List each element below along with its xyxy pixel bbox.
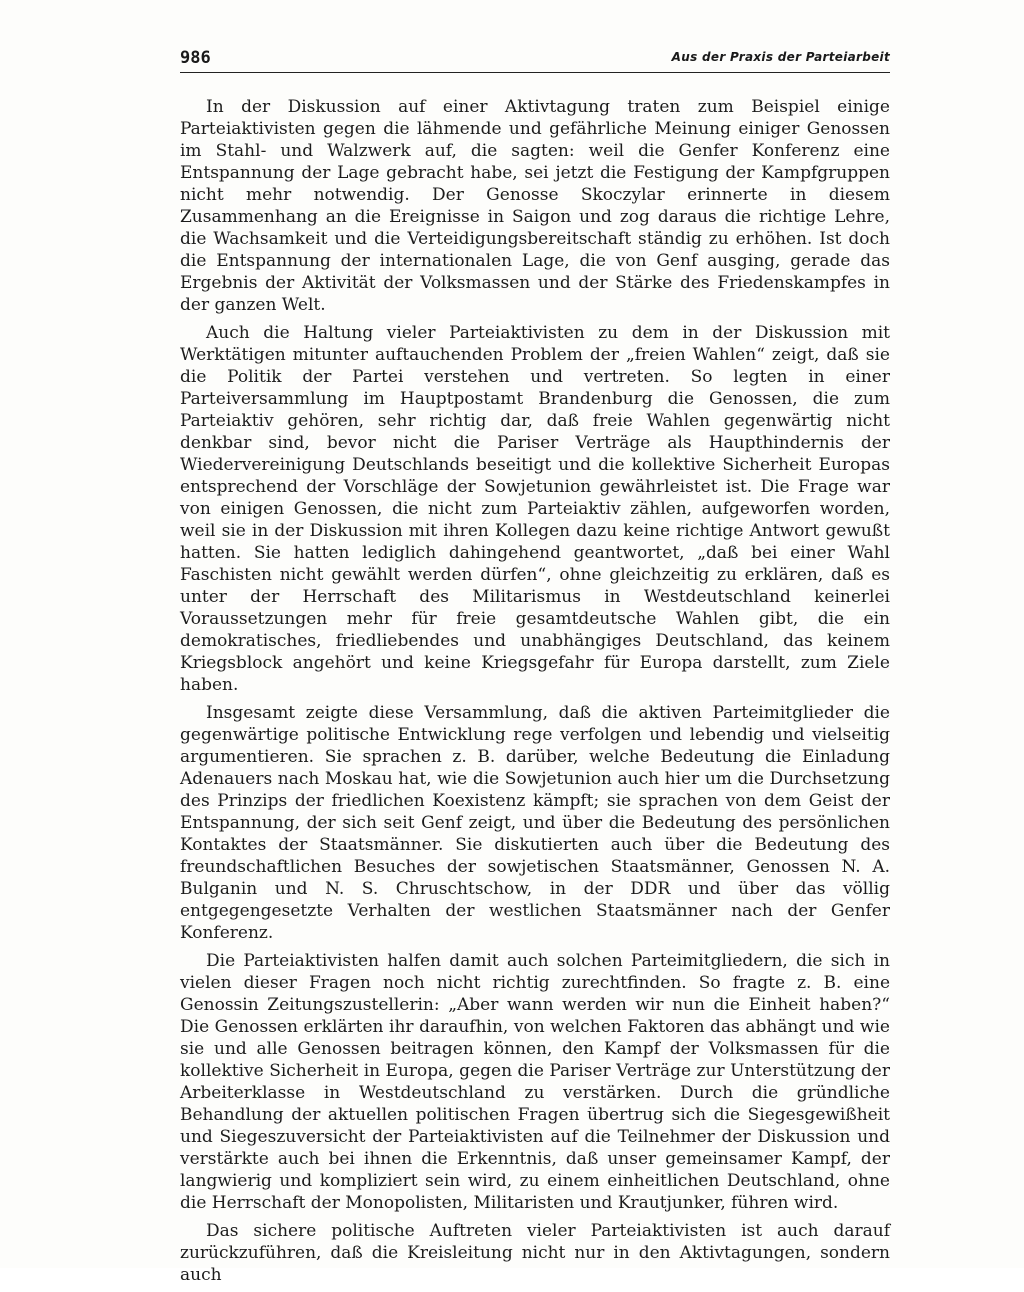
page-header [180, 46, 890, 73]
paragraph-2: Auch die Haltung vieler Parteiaktivisten zu dem in der Diskussion mit Werktätigen mitunter auftauchenden Problem der „freien Wahlen“ zeigt, daß sie die Politik der Partei verstehen und vertreten. So legten in einer Parteiversammlung im Hauptpostamt Brandenburg die Genossen, die zum Parteiaktiv gehören, sehr richtig dar, daß freie Wahlen gegenwärtig nicht denkbar sind, bevor nicht die Pariser Verträge als Haupthindernis der Wiedervereinigung Deutschlands beseitigt und die kollektive Sicherheit Europas entsprechend der Vorschläge der Sowjetunion gewährleistet ist. Die Frage war von einigen Genossen, die nicht zum Parteiaktiv zählen, aufgeworfen worden, weil sie in der Diskussion mit ihren Kollegen dazu keine richtige Antwort gewußt hatten. Sie hatten lediglich dahingehend geantwortet, „daß bei einer Wahl Faschisten nicht gewählt werden dürfen“, ohne gleichzeitig zu erklären, daß es unter der Herrschaft des Militarismus in Westdeutschland keinerlei Voraussetzungen mehr für freie gesamtdeutsche Wahlen gibt, die ein demokratisches, friedliebendes und unabhängiges Deutschland, das keinem Kriegsblock angehört und keine Kriegsgefahr für Europa darstellt, zum Ziele haben. [180, 323, 890, 695]
paragraph-3: Insgesamt zeigte diese Versammlung, daß die aktiven Parteimitglieder die gegenwärtige politische Entwicklung rege verfolgen und lebendig und vielseitig argumentieren. Sie sprachen z. B. darüber, welche Bedeutung die Einladung Adenauers nach Moskau hat, wie die Sowjetunion auch hier um die Durchsetzung des Prinzips der friedlichen Koexistenz kämpft; sie sprachen von dem Geist der Entspannung, der sich seit Genf zeigt, und über die Bedeutung des persönlichen Kontaktes der Staatsmänner. Sie diskutierten auch über die Bedeutung des freundschaftlichen Besuches der sowjetischen Staatsmänner, Genossen N. A. Bulganin und N. S. Chruschtschow, in der DDR und über das völlig entgegengesetzte Verhalten der westlichen Staatsmänner nach der Genfer Konferenz. [180, 703, 890, 943]
paragraph-5: Das sichere politische Auftreten vieler Parteiaktivisten ist auch darauf zurückzuführen, daß die Kreisleitung nicht nur in den Aktivtagungen, sondern auch [180, 1221, 890, 1285]
page-number: 986 [180, 48, 211, 68]
body-text [180, 96, 890, 1292]
paragraph-4: Die Parteiaktivisten halfen damit auch solchen Parteimitgliedern, die sich in vielen dieser Fragen noch nicht richtig zurechtfinden. So fragte z. B. eine Genossin Zeitungszustellerin: „Aber wann werden wir nun die Einheit haben?“ Die Genossen erklärten ihr daraufhin, von welchen Faktoren das abhängt und wie sie und alle Genossen beitragen können, den Kampf der Volksmassen für die kollektive Sicherheit in Europa, gegen die Pariser Verträge zur Unterstützung der Arbeiterklasse in Westdeutschland zu verstärken. Durch die gründliche Behandlung der aktuellen politischen Fragen übertrug sich die Siegesgewißheit und Siegeszuversicht der Parteiaktivisten auf die Teilnehmer der Diskussion und verstärkte auch bei ihnen die Erkenntnis, daß unser gemeinsamer Kampf, der langwierig und kompliziert sein wird, zu einem einheitlichen Deutschland, ohne die Herrschaft der Monopolisten, Militaristen und Krautjunker, führen wird. [180, 951, 890, 1213]
paragraph-1: In der Diskussion auf einer Aktivtagung traten zum Beispiel einige Parteiaktivisten gegen die lähmende und gefährliche Meinung einiger Genossen im Stahl- und Walzwerk auf, die sagten: weil die Genfer Konferenz eine Entspannung der Lage gebracht habe, sei jetzt die Festigung der Kampfgruppen nicht mehr notwendig. Der Genosse Skoczylar erinnerte in diesem Zusammenhang an die Ereignisse in Saigon und zog daraus die richtige Lehre, die Wachsamkeit und die Verteidigungsbereitschaft ständig zu erhöhen. Ist doch die Entspannung der internationalen Lage, die von Genf ausging, gerade das Ergebnis der Aktivität der Volksmassen und der Stärke des Friedenskampfes in der ganzen Welt. [180, 97, 890, 315]
running-title: Aus der Praxis der Parteiarbeit [671, 50, 890, 64]
